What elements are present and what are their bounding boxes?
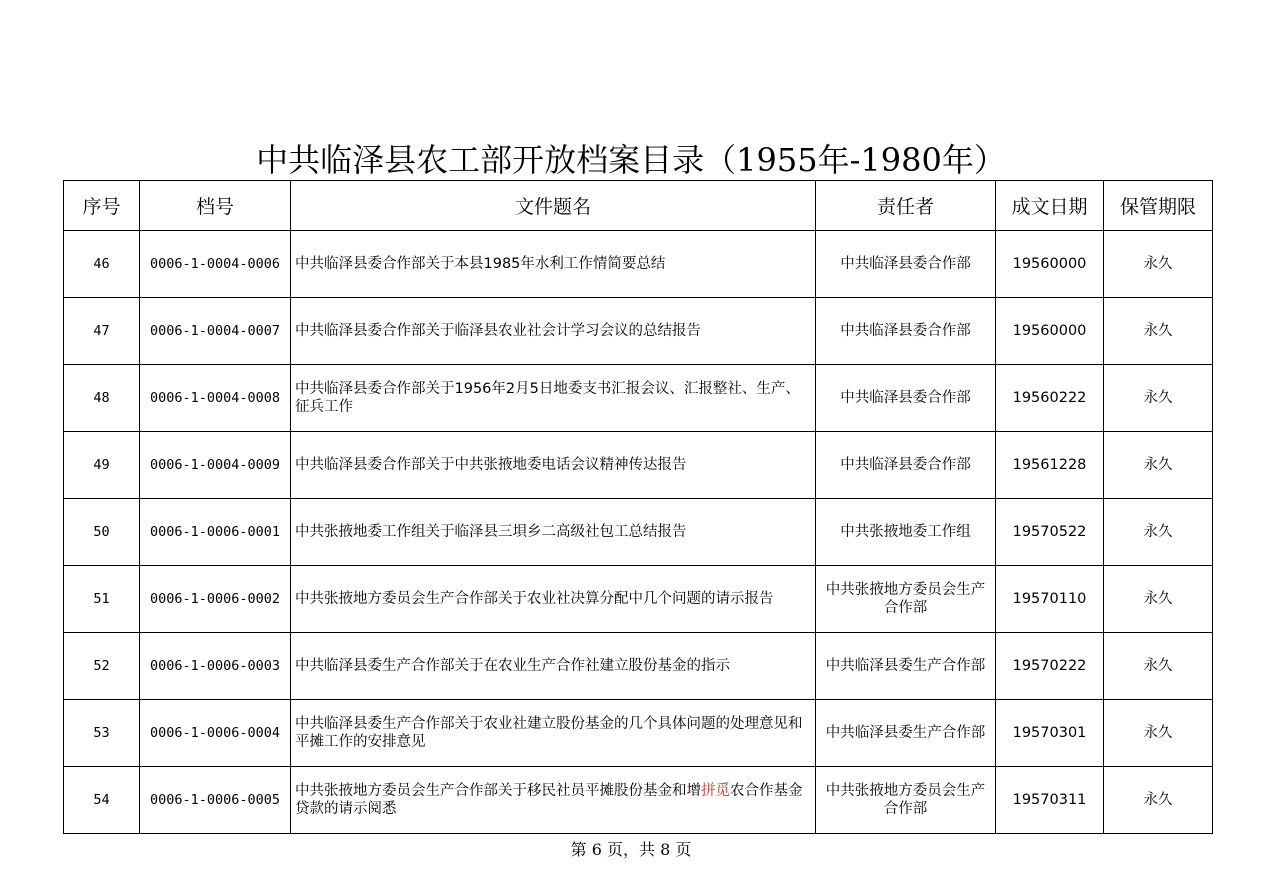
cell-archive-no: 0006-1-0006-0002 [140, 566, 291, 633]
cell-retention: 永久 [1104, 432, 1213, 499]
cell-author: 中共临泽县委合作部 [816, 298, 996, 365]
table-row [64, 365, 1213, 432]
table-row [64, 432, 1213, 499]
cell-archive-no: 0006-1-0006-0005 [140, 767, 291, 834]
cell-retention: 永久 [1104, 298, 1213, 365]
archive-catalog-table [63, 180, 1213, 834]
cell-date: 19570301 [996, 700, 1104, 767]
table-row [64, 700, 1213, 767]
cell-seq: 52 [64, 633, 140, 700]
cell-date: 19570222 [996, 633, 1104, 700]
cell-author: 中共张掖地委工作组 [816, 499, 996, 566]
cell-date: 19560000 [996, 298, 1104, 365]
cell-seq: 54 [64, 767, 140, 834]
cell-doc-title: 中共张掖地委工作组关于临泽县三垻乡二高级社包工总结报告 [291, 499, 816, 566]
cell-doc-title: 中共临泽县委合作部关于1956年2月5日地委支书汇报会议、汇报整社、生产、征兵工作 [291, 365, 816, 432]
doc-title-highlight: 拼觅 [701, 783, 730, 799]
cell-author: 中共张掖地方委员会生产合作部 [816, 767, 996, 834]
table-row [64, 231, 1213, 298]
page-title: 中共临泽县农工部开放档案目录（1955年-1980年） [256, 141, 1006, 179]
cell-author: 中共临泽县委生产合作部 [816, 700, 996, 767]
cell-doc-title [291, 767, 816, 834]
cell-archive-no: 0006-1-0004-0008 [140, 365, 291, 432]
cell-date: 19560000 [996, 231, 1104, 298]
cell-archive-no: 0006-1-0004-0006 [140, 231, 291, 298]
cell-doc-title: 中共临泽县委生产合作部关于农业社建立股份基金的几个具体问题的处理意见和平摊工作的安排意见 [291, 700, 816, 767]
cell-author: 中共临泽县委合作部 [816, 231, 996, 298]
cell-retention: 永久 [1104, 633, 1213, 700]
cell-author: 中共临泽县委生产合作部 [816, 633, 996, 700]
cell-author: 中共临泽县委合作部 [816, 365, 996, 432]
cell-doc-title: 中共张掖地方委员会生产合作部关于农业社决算分配中几个问题的请示报告 [291, 566, 816, 633]
cell-retention: 永久 [1104, 767, 1213, 834]
page-footer: 第 6 页，共 8 页 [570, 840, 692, 859]
cell-date: 19561228 [996, 432, 1104, 499]
cell-seq: 53 [64, 700, 140, 767]
doc-title-text: 农合作基金贷款的请示阅悉 [295, 783, 803, 817]
cell-doc-title: 中共临泽县委合作部关于临泽县农业社会计学习会议的总结报告 [291, 298, 816, 365]
cell-doc-title: 中共临泽县委生产合作部关于在农业生产合作社建立股份基金的指示 [291, 633, 816, 700]
cell-seq: 51 [64, 566, 140, 633]
cell-seq: 46 [64, 231, 140, 298]
column-header-author: 责任者 [816, 181, 996, 231]
column-header-seq: 序号 [64, 181, 140, 231]
cell-seq: 48 [64, 365, 140, 432]
table-row [64, 767, 1213, 834]
cell-archive-no: 0006-1-0004-0009 [140, 432, 291, 499]
cell-date: 19570110 [996, 566, 1104, 633]
cell-archive-no: 0006-1-0006-0001 [140, 499, 291, 566]
cell-retention: 永久 [1104, 499, 1213, 566]
cell-seq: 47 [64, 298, 140, 365]
column-header-archive-no: 档号 [140, 181, 291, 231]
table-row [64, 499, 1213, 566]
table-row [64, 633, 1213, 700]
cell-doc-title: 中共临泽县委合作部关于本县1985年水利工作情简要总结 [291, 231, 816, 298]
table-row [64, 566, 1213, 633]
cell-retention: 永久 [1104, 365, 1213, 432]
cell-date: 19570522 [996, 499, 1104, 566]
cell-author: 中共临泽县委合作部 [816, 432, 996, 499]
column-header-retention: 保管期限 [1104, 181, 1213, 231]
cell-date: 19570311 [996, 767, 1104, 834]
cell-date: 19560222 [996, 365, 1104, 432]
column-header-date: 成文日期 [996, 181, 1104, 231]
column-header-doc-title: 文件题名 [291, 181, 816, 231]
table-row [64, 298, 1213, 365]
cell-seq: 50 [64, 499, 140, 566]
cell-archive-no: 0006-1-0006-0004 [140, 700, 291, 767]
doc-title-text: 中共张掖地方委员会生产合作部关于移民社员平摊股份基金和增 [295, 783, 701, 799]
cell-author: 中共张掖地方委员会生产合作部 [816, 566, 996, 633]
cell-archive-no: 0006-1-0006-0003 [140, 633, 291, 700]
cell-doc-title: 中共临泽县委合作部关于中共张掖地委电话会议精神传达报告 [291, 432, 816, 499]
cell-retention: 永久 [1104, 566, 1213, 633]
cell-seq: 49 [64, 432, 140, 499]
cell-archive-no: 0006-1-0004-0007 [140, 298, 291, 365]
table-header-row [64, 181, 1213, 231]
cell-retention: 永久 [1104, 700, 1213, 767]
cell-retention: 永久 [1104, 231, 1213, 298]
